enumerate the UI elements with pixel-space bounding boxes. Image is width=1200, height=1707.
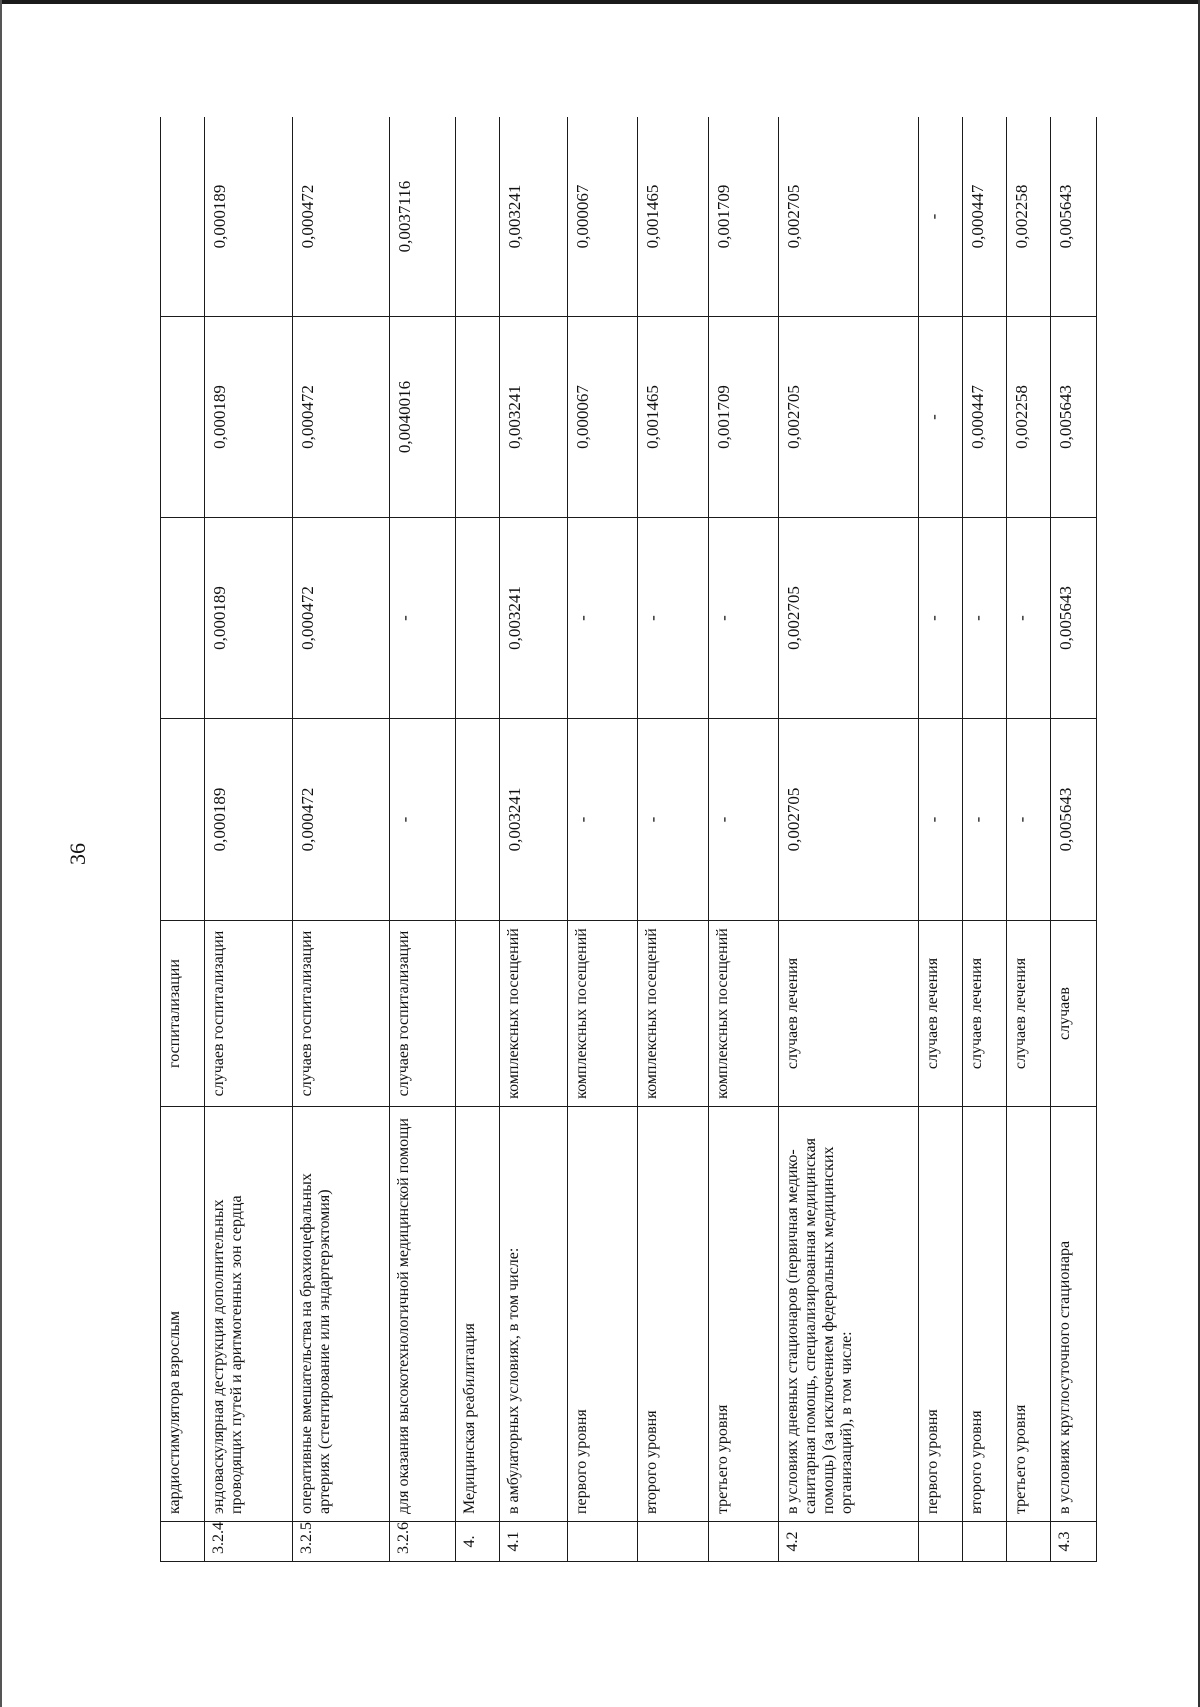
value-cell-4: 0,000472: [292, 117, 389, 317]
value-cell-3: 0,001709: [708, 317, 778, 518]
value-cell-1: 0,000472: [292, 719, 389, 921]
value-cell-4: 0,002705: [779, 117, 919, 317]
value-cell-1: [161, 719, 205, 921]
table-row: [638, 117, 708, 1562]
unit-cell: случаев госпитализации: [204, 921, 292, 1107]
value-cell-4: 0,003241: [499, 117, 567, 317]
unit-cell: [455, 921, 499, 1107]
scan-edge-left: [0, 0, 2, 1707]
value-cell-2: -: [918, 518, 962, 719]
indicator-name-cell: второго уровня: [962, 1107, 1006, 1522]
value-cell-3: 0,001465: [638, 317, 708, 518]
row-number-cell: [918, 1522, 962, 1562]
row-number-cell: 4.1: [499, 1522, 567, 1562]
table-body: [161, 117, 1097, 1562]
row-number-cell: [638, 1522, 708, 1562]
value-cell-2: -: [567, 518, 637, 719]
value-cell-3: 0,000447: [962, 317, 1006, 518]
value-cell-1: 0,002705: [779, 719, 919, 921]
table-row: [779, 117, 919, 1562]
value-cell-1: 0,000189: [204, 719, 292, 921]
value-cell-2: -: [962, 518, 1006, 719]
row-number-cell: [962, 1522, 1006, 1562]
table-row: [1050, 117, 1096, 1562]
value-cell-4: 0,000189: [204, 117, 292, 317]
row-number-cell: 3.2.6: [389, 1522, 455, 1562]
page-number: 36: [65, 843, 90, 865]
rotated-table-wrapper: [160, 117, 1097, 1562]
value-cell-3: [455, 317, 499, 518]
indicator-name-cell: в амбулаторных условиях, в том числе:: [499, 1107, 567, 1522]
row-number-cell: [708, 1522, 778, 1562]
value-cell-1: 0,005643: [1050, 719, 1096, 921]
value-cell-2: 0,002705: [779, 518, 919, 719]
row-number-cell: [1006, 1522, 1050, 1562]
value-cell-2: [161, 518, 205, 719]
table-row: [708, 117, 778, 1562]
unit-cell: случаев лечения: [918, 921, 962, 1107]
indicator-name-cell: оперативные вмешательства на брахиоцефальных артериях (стентирование или эндартерэктомия): [292, 1107, 389, 1522]
table-row: [499, 117, 567, 1562]
value-cell-2: -: [389, 518, 455, 719]
value-cell-2: [455, 518, 499, 719]
unit-cell: комплексных посещений: [638, 921, 708, 1107]
unit-cell: случаев лечения: [1006, 921, 1050, 1107]
data-table: [160, 117, 1097, 1562]
indicator-name-cell: второго уровня: [638, 1107, 708, 1522]
value-cell-3: 0,002258: [1006, 317, 1050, 518]
row-number-cell: 4.2: [779, 1522, 919, 1562]
row-number-cell: 3.2.5: [292, 1522, 389, 1562]
unit-cell: комплексных посещений: [499, 921, 567, 1107]
table-row: [567, 117, 637, 1562]
row-number-cell: 3.2.4: [204, 1522, 292, 1562]
unit-cell: случаев лечения: [779, 921, 919, 1107]
value-cell-1: 0,003241: [499, 719, 567, 921]
value-cell-4: [161, 117, 205, 317]
indicator-name-cell: третьего уровня: [708, 1107, 778, 1522]
table-row: [204, 117, 292, 1562]
indicator-name-cell: первого уровня: [567, 1107, 637, 1522]
value-cell-3: 0,0040016: [389, 317, 455, 518]
table-row: [962, 117, 1006, 1562]
value-cell-3: 0,002705: [779, 317, 919, 518]
row-number-cell: [161, 1522, 205, 1562]
value-cell-4: [455, 117, 499, 317]
value-cell-1: [455, 719, 499, 921]
unit-cell: случаев госпитализации: [292, 921, 389, 1107]
unit-cell: случаев лечения: [962, 921, 1006, 1107]
value-cell-1: -: [567, 719, 637, 921]
value-cell-3: 0,000472: [292, 317, 389, 518]
unit-cell: случаев госпитализации: [389, 921, 455, 1107]
value-cell-3: 0,003241: [499, 317, 567, 518]
scan-edge-top: [0, 0, 1200, 4]
value-cell-1: -: [389, 719, 455, 921]
value-cell-1: -: [638, 719, 708, 921]
table-row: [292, 117, 389, 1562]
value-cell-4: 0,001465: [638, 117, 708, 317]
indicator-name-cell: третьего уровня: [1006, 1107, 1050, 1522]
table-row: [161, 117, 205, 1562]
indicator-name-cell: в условиях круглосуточного стационара: [1050, 1107, 1096, 1522]
value-cell-4: -: [918, 117, 962, 317]
indicator-name-cell: первого уровня: [918, 1107, 962, 1522]
table-frame: [160, 117, 1097, 1562]
row-number-cell: [567, 1522, 637, 1562]
value-cell-4: 0,001709: [708, 117, 778, 317]
unit-cell: госпитализации: [161, 921, 205, 1107]
value-cell-1: -: [1006, 719, 1050, 921]
value-cell-4: 0,0037116: [389, 117, 455, 317]
table-row: [455, 117, 499, 1562]
value-cell-2: -: [1006, 518, 1050, 719]
unit-cell: комплексных посещений: [567, 921, 637, 1107]
indicator-name-cell: кардиостимулятора взрослым: [161, 1107, 205, 1522]
indicator-name-cell: в условиях дневных стационаров (первичная медико-санитарная помощь, специализированная медицинская помощь) (за исключением федеральных медицинских организаций), в том числе:: [779, 1107, 919, 1522]
table-row: [389, 117, 455, 1562]
value-cell-4: 0,002258: [1006, 117, 1050, 317]
value-cell-1: -: [962, 719, 1006, 921]
value-cell-2: 0,000189: [204, 518, 292, 719]
value-cell-4: 0,000067: [567, 117, 637, 317]
value-cell-3: 0,005643: [1050, 317, 1096, 518]
value-cell-2: 0,000472: [292, 518, 389, 719]
value-cell-4: 0,005643: [1050, 117, 1096, 317]
value-cell-2: 0,005643: [1050, 518, 1096, 719]
unit-cell: комплексных посещений: [708, 921, 778, 1107]
value-cell-2: -: [708, 518, 778, 719]
row-number-cell: 4.: [455, 1522, 499, 1562]
table-row: [918, 117, 962, 1562]
indicator-name-cell: эндоваскулярная деструкция дополнительных проводящих путей и аритмогенных зон сердца: [204, 1107, 292, 1522]
value-cell-1: -: [918, 719, 962, 921]
table-row: [1006, 117, 1050, 1562]
value-cell-3: [161, 317, 205, 518]
value-cell-3: 0,000067: [567, 317, 637, 518]
indicator-name-cell: для оказания высокотехнологичной медицинской помощи: [389, 1107, 455, 1522]
value-cell-3: -: [918, 317, 962, 518]
unit-cell: случаев: [1050, 921, 1096, 1107]
value-cell-2: 0,003241: [499, 518, 567, 719]
value-cell-2: -: [638, 518, 708, 719]
value-cell-1: -: [708, 719, 778, 921]
value-cell-3: 0,000189: [204, 317, 292, 518]
value-cell-4: 0,000447: [962, 117, 1006, 317]
indicator-name-cell: Медицинская реабилитация: [455, 1107, 499, 1522]
row-number-cell: 4.3: [1050, 1522, 1096, 1562]
